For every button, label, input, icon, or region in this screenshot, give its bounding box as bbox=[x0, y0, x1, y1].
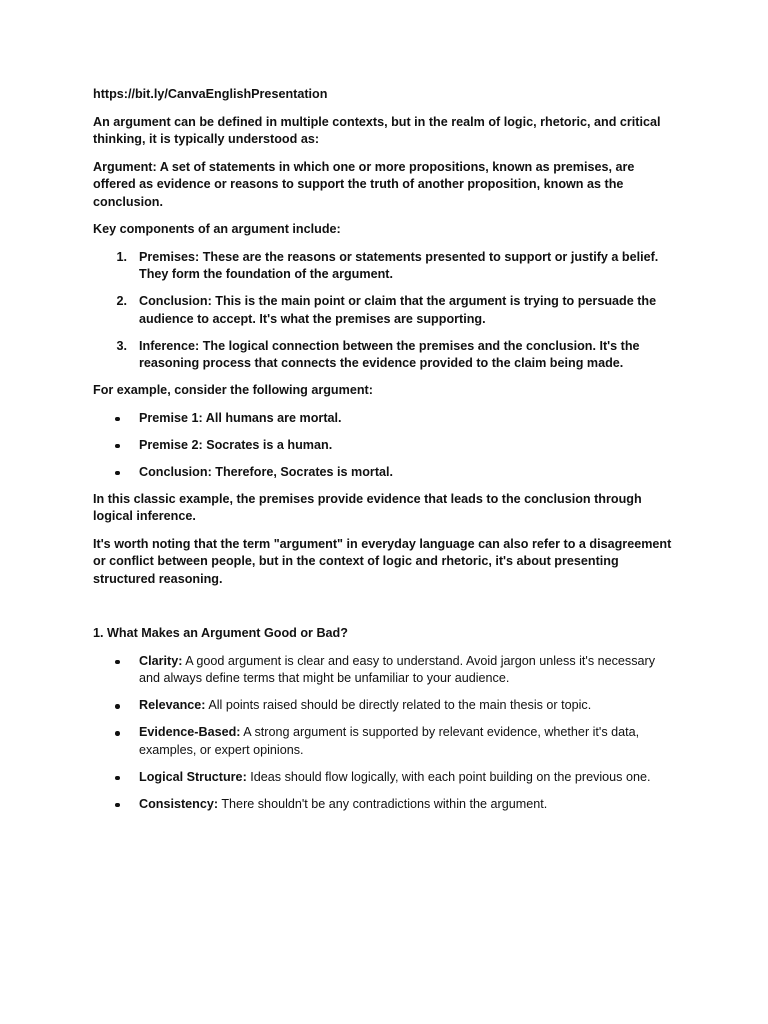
bullet-icon bbox=[115, 776, 120, 781]
list-item bbox=[93, 653, 678, 688]
example-intro: For example, consider the following argument: bbox=[93, 383, 373, 397]
example-list bbox=[93, 410, 678, 482]
list-item-text: Inference: The logical connection between the premises and the conclusion. It's the reasoning process that connects the evidence provided to the claim being made. bbox=[139, 338, 640, 370]
list-item bbox=[93, 724, 678, 759]
list-item bbox=[93, 410, 678, 428]
list-item bbox=[93, 769, 678, 787]
list-item-text: Premise 1: All humans are mortal. bbox=[139, 410, 342, 425]
criterion-description: All points raised should be directly related to the main thesis or topic. bbox=[205, 698, 592, 712]
criterion-term: Logical Structure: bbox=[139, 769, 247, 784]
list-item bbox=[93, 338, 678, 373]
presentation-link[interactable]: https://bit.ly/CanvaEnglishPresentation bbox=[93, 87, 328, 101]
classic-example-note: In this classic example, the premises provide evidence that leads to the conclusion through logical inference. bbox=[93, 491, 642, 523]
list-item-text: Conclusion: Therefore, Socrates is mortal. bbox=[139, 464, 394, 479]
criteria-list bbox=[93, 653, 678, 814]
list-item bbox=[93, 437, 678, 455]
list-item bbox=[93, 293, 678, 328]
list-number: 1. bbox=[116, 249, 127, 264]
criterion-term: Evidence-Based: bbox=[139, 725, 241, 739]
criterion-term: Clarity: bbox=[139, 653, 183, 668]
criterion-term: Relevance: bbox=[139, 698, 206, 712]
criterion-term: Consistency: bbox=[139, 796, 219, 811]
components-list bbox=[93, 249, 678, 373]
list-item-text: Premise 2: Socrates is a human. bbox=[139, 437, 333, 452]
worth-noting-paragraph: It's worth noting that the term "argument" in everyday language can also refer to a disagreement or conflict between people, but in the context of logic and rhetoric, it's about presenting structured reasoning. bbox=[93, 536, 672, 586]
bullet-icon bbox=[115, 660, 120, 665]
definition-paragraph: Argument: A set of statements in which one or more propositions, known as premises, are offered as evidence or reasons to support the truth of another proposition, known as the conclusion. bbox=[93, 159, 635, 209]
criterion-description: A good argument is clear and easy to understand. Avoid jargon unless it's necessary and always define terms that might be unfamiliar to your audience. bbox=[139, 653, 656, 685]
document-body bbox=[93, 86, 678, 823]
bullet-icon bbox=[115, 704, 120, 709]
bullet-icon bbox=[115, 444, 120, 449]
criterion-description: A strong argument is supported by relevant evidence, whether it's data, examples, or expert opinions. bbox=[139, 725, 640, 757]
bullet-icon bbox=[115, 731, 120, 736]
list-number: 2. bbox=[116, 294, 127, 308]
bullet-icon bbox=[115, 417, 120, 422]
list-item bbox=[93, 249, 678, 284]
list-item bbox=[93, 697, 678, 715]
section-heading: 1. What Makes an Argument Good or Bad? bbox=[93, 626, 348, 640]
components-intro: Key components of an argument include: bbox=[93, 222, 341, 236]
list-item-text: Conclusion: This is the main point or claim that the argument is trying to persuade the audience to accept. It's what the premises are supporting. bbox=[139, 294, 657, 326]
intro-paragraph: An argument can be defined in multiple contexts, but in the realm of logic, rhetoric, and critical thinking, it is typically understood as: bbox=[93, 114, 661, 146]
list-item bbox=[93, 464, 678, 482]
list-item bbox=[93, 796, 678, 814]
list-item-text: Premises: These are the reasons or statements presented to support or justify a belief. They form the foundation of the argument. bbox=[139, 249, 659, 281]
bullet-icon bbox=[115, 803, 120, 808]
section-spacer bbox=[93, 598, 678, 625]
bullet-icon bbox=[115, 471, 120, 476]
criterion-description: Ideas should flow logically, with each point building on the previous one. bbox=[246, 769, 651, 784]
criterion-description: There shouldn't be any contradictions within the argument. bbox=[218, 796, 548, 811]
list-number: 3. bbox=[116, 338, 127, 353]
